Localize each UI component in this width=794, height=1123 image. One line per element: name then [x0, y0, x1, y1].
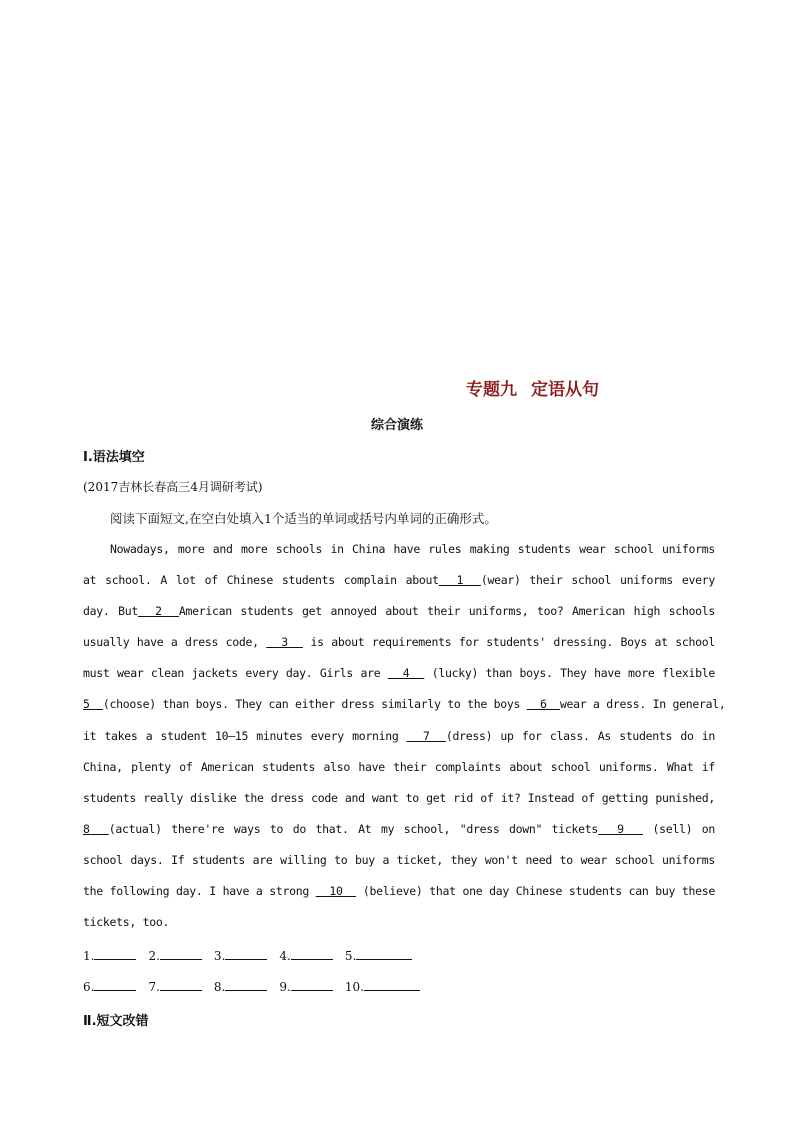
passage-text: (lucky) than boys. They have more flexible — [424, 666, 715, 681]
passage-text: (actual) there're ways to do that. At my school, "dress down" tickets — [108, 821, 599, 836]
passage-line — [83, 689, 726, 720]
answer-blank — [83, 978, 136, 994]
passage-text: (wear) their school uniforms every — [480, 573, 715, 588]
blank-number: 9 — [598, 821, 643, 836]
passage-text: school days. If students are willing to buy a ticket, they won't need to wear school uniforms — [83, 852, 715, 867]
passage-text: it takes a student 10—15 minutes every morning — [83, 728, 407, 743]
passage-line — [83, 534, 715, 565]
passage-text: (believe) that one day Chinese students can buy these — [356, 884, 715, 899]
passage-text: (choose) than boys. They can either dress similarly to the boys — [102, 697, 527, 712]
passage-text: at school. A lot of Chinese students complain about — [83, 573, 439, 588]
answer-number: 6. — [83, 980, 95, 994]
section-subtitle: 综合演练 — [370, 418, 423, 433]
passage-text: Nowadays, more and more schools in China have rules making students wear school uniforms — [110, 542, 715, 556]
passage-text: tickets, too. — [83, 915, 170, 930]
passage-text: usually have a dress code, — [83, 635, 267, 650]
exam-source: (2017吉林长春高三4月调研考试) — [83, 480, 263, 494]
blank-number: 10 — [315, 884, 357, 899]
section-heading-grammar-fill: Ⅰ.语法填空 — [83, 450, 145, 465]
answer-underline — [225, 978, 267, 991]
answer-number: 3. — [213, 949, 226, 963]
answer-number: 2. — [148, 949, 160, 963]
answer-number: 8. — [213, 980, 226, 994]
passage-line — [83, 721, 715, 752]
passage-line — [83, 752, 715, 783]
answer-blank — [345, 978, 420, 994]
blank-number: 7 — [406, 728, 446, 743]
answer-underline — [356, 947, 412, 960]
answer-row — [83, 947, 412, 963]
passage-text: must wear clean jackets every day. Girls are — [83, 666, 388, 681]
answer-blank — [148, 978, 201, 994]
passage-text: American students get annoyed about their uniforms, too? American high schools — [178, 604, 716, 619]
answer-number: 4. — [279, 949, 291, 963]
answer-number: 5. — [344, 949, 357, 963]
blank-number: 5 — [83, 697, 103, 712]
answer-blank — [279, 947, 332, 963]
answer-blank — [148, 947, 201, 963]
answer-blank — [214, 978, 267, 994]
answer-number: 10. — [344, 980, 364, 994]
answer-underline — [291, 947, 333, 960]
passage-text: is about requirements for students' dressing. Boys at school — [302, 635, 715, 650]
passage-line — [83, 845, 715, 876]
answer-underline — [94, 978, 136, 991]
answer-number: 9. — [279, 980, 291, 994]
answer-underline — [160, 947, 202, 960]
section-heading-error-correction: Ⅱ.短文改错 — [83, 1014, 149, 1029]
blank-number: 1 — [438, 573, 481, 588]
passage-text: the following day. I have a strong — [83, 884, 316, 899]
page-title — [466, 375, 599, 400]
passage — [83, 534, 726, 938]
title-topic-name: 定语从句 — [531, 380, 599, 400]
passage-line — [83, 658, 715, 689]
passage-line — [83, 783, 715, 814]
passage-line — [83, 907, 715, 938]
answer-number: 1. — [83, 949, 95, 963]
answer-underline — [364, 978, 420, 991]
blank-number: 6 — [526, 697, 560, 712]
passage-line — [83, 565, 715, 596]
passage-line — [83, 876, 715, 907]
passage-line — [83, 814, 715, 845]
answer-underline — [225, 947, 267, 960]
passage-line — [83, 627, 715, 658]
passage-line — [83, 596, 715, 627]
title-topic-number: 专题九 — [466, 380, 517, 400]
passage-text: (dress) up for class. As students do in — [445, 728, 715, 743]
answer-number: 7. — [148, 980, 160, 994]
passage-text: wear a dress. In general, — [559, 697, 726, 712]
passage-text: day. But — [83, 604, 138, 619]
blank-number: 4 — [387, 666, 425, 681]
answer-blank — [345, 947, 412, 963]
passage-text: (sell) on — [642, 821, 716, 836]
instruction-text: 阅读下面短文,在空白处填入1个适当的单词或括号内单词的正确形式。 — [110, 511, 497, 526]
answer-underline — [160, 978, 202, 991]
answer-underline — [291, 978, 333, 991]
blank-number: 3 — [266, 635, 303, 650]
answer-blank — [279, 978, 332, 994]
blank-number: 2 — [137, 604, 179, 619]
answer-underline — [94, 947, 136, 960]
passage-text: students really dislike the dress code and want to get rid of it? Instead of getting punished, — [83, 790, 715, 805]
passage-text: China, plenty of American students also have their complaints about school uniforms. What if — [83, 759, 715, 774]
answer-blank — [214, 947, 267, 963]
answer-row — [83, 978, 420, 994]
answer-blank — [83, 947, 136, 963]
blank-number: 8 — [83, 821, 109, 836]
